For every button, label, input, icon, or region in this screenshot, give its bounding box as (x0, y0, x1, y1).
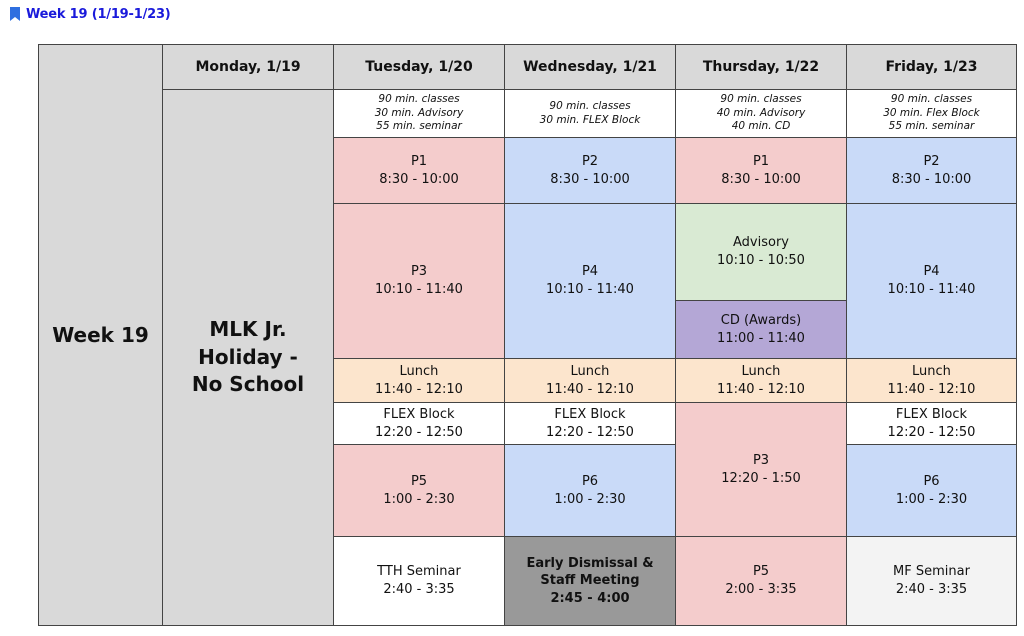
note-line: 90 min. classes (890, 93, 973, 106)
page-title[interactable]: Week 19 (1/19-1/23) (26, 6, 171, 22)
block-name: P5 (752, 564, 770, 580)
block-thu-p1 (676, 138, 847, 204)
block-time: 11:40 - 12:10 (546, 381, 634, 397)
day-header-tuesday: Tuesday, 1/20 (334, 45, 505, 90)
note-line: 40 min. Advisory (716, 106, 806, 119)
block-time: 2:00 - 3:35 (725, 582, 797, 597)
bookmark-icon (10, 7, 20, 21)
block-thu-advisory (676, 204, 847, 301)
block-name: Advisory (733, 235, 789, 251)
block-thu-cd (676, 301, 847, 359)
block-time: 12:20 - 12:50 (546, 424, 634, 440)
day-header-friday: Friday, 1/23 (847, 45, 1017, 90)
block-time: 2:45 - 4:00 (550, 590, 630, 606)
block-time: 11:40 - 12:10 (375, 381, 463, 397)
week-label: Week 19 (39, 45, 163, 626)
block-name: P2 (923, 153, 940, 169)
block-time: 10:10 - 10:50 (717, 253, 805, 268)
block-wed-p2 (505, 138, 676, 204)
block-time: 12:20 - 12:50 (375, 424, 463, 440)
block-name: P6 (923, 473, 940, 489)
block-name: P5 (410, 473, 428, 489)
holiday-line-1: MLK Jr. (209, 317, 287, 342)
note-line: 30 min. FLEX Block (539, 113, 641, 126)
block-wed-lunch (505, 359, 676, 403)
block-time: 8:30 - 10:00 (379, 171, 459, 187)
day-header-monday: Monday, 1/19 (163, 45, 334, 90)
block-name: CD (Awards) (720, 312, 802, 328)
block-time: 8:30 - 10:00 (550, 171, 630, 187)
schedule-note-friday (847, 90, 1017, 138)
note-line: 55 min. seminar (888, 120, 975, 133)
block-tue-p3 (334, 204, 505, 359)
block-name: Lunch (570, 363, 610, 379)
block-time: 10:10 - 11:40 (546, 282, 634, 297)
note-line: 90 min. classes (378, 93, 460, 106)
block-wed-p4 (505, 204, 676, 359)
block-name: Lunch (912, 363, 951, 379)
block-name: FLEX Block (895, 406, 968, 422)
block-wed-flex (505, 403, 676, 445)
block-fri-seminar (847, 537, 1017, 626)
note-line: 90 min. classes (549, 99, 631, 112)
holiday-line-2: Holiday - (198, 344, 298, 369)
block-time: 8:30 - 10:00 (721, 171, 801, 187)
block-name: P3 (752, 452, 770, 468)
block-fri-lunch (847, 359, 1017, 403)
day-header-thursday: Thursday, 1/22 (676, 45, 847, 90)
block-time: 10:10 - 11:40 (887, 282, 976, 297)
block-thu-p5 (676, 537, 847, 626)
schedule-note-wednesday (505, 90, 676, 138)
block-name: FLEX Block (383, 406, 455, 422)
block-fri-flex (847, 403, 1017, 445)
block-tue-seminar (334, 537, 505, 626)
block-tue-flex (334, 403, 505, 445)
block-fri-p4 (847, 204, 1017, 359)
block-time: 2:40 - 3:35 (895, 582, 968, 597)
block-fri-p2 (847, 138, 1017, 204)
note-line: 90 min. classes (720, 93, 802, 106)
block-thu-lunch (676, 359, 847, 403)
schedule-note-thursday (676, 90, 847, 138)
block-tue-p5 (334, 445, 505, 537)
block-name: P4 (923, 264, 940, 280)
note-line: 40 min. CD (731, 120, 791, 133)
block-time: 2:40 - 3:35 (383, 582, 455, 597)
day-header-wednesday: Wednesday, 1/21 (505, 45, 676, 90)
holiday-line-3: No School (191, 372, 305, 397)
block-name: TTH Seminar (377, 564, 461, 580)
block-time: 12:20 - 1:50 (721, 470, 801, 486)
block-time: 8:30 - 10:00 (891, 171, 972, 187)
block-time: 11:40 - 12:10 (887, 381, 976, 397)
block-time: 12:20 - 12:50 (887, 424, 976, 440)
block-name: P1 (410, 153, 428, 169)
block-time: 1:00 - 2:30 (383, 491, 455, 507)
note-line: 30 min. Flex Block (883, 106, 980, 119)
note-line: 30 min. Advisory (374, 106, 464, 119)
block-time: 11:40 - 12:10 (717, 381, 805, 397)
block-wed-p6 (505, 445, 676, 537)
block-time: 1:00 - 2:30 (554, 491, 626, 507)
schedule-note-tuesday (334, 90, 505, 138)
note-line: 55 min. seminar (376, 120, 462, 133)
schedule-table (38, 44, 1017, 626)
block-name: P3 (410, 264, 428, 280)
block-time: 11:00 - 11:40 (717, 330, 805, 346)
block-name: P6 (581, 473, 599, 489)
block-fri-p6 (847, 445, 1017, 537)
block-name: Lunch (741, 363, 781, 379)
block-name: Lunch (399, 363, 439, 379)
block-time: 1:00 - 2:30 (895, 491, 968, 507)
block-tue-p1 (334, 138, 505, 204)
block-name: P4 (581, 264, 599, 280)
block-name: P1 (752, 153, 770, 169)
block-name: P2 (581, 153, 599, 169)
block-name: FLEX Block (554, 406, 626, 422)
page-header (10, 4, 171, 24)
block-name: MF Seminar (893, 564, 970, 580)
block-wed-dismissal (505, 537, 676, 626)
block-time: 10:10 - 11:40 (375, 282, 463, 297)
holiday-cell (163, 90, 334, 626)
block-thu-p3 (676, 403, 847, 537)
block-name: Staff Meeting (540, 573, 640, 589)
block-name: Early Dismissal & (526, 555, 654, 571)
block-tue-lunch (334, 359, 505, 403)
